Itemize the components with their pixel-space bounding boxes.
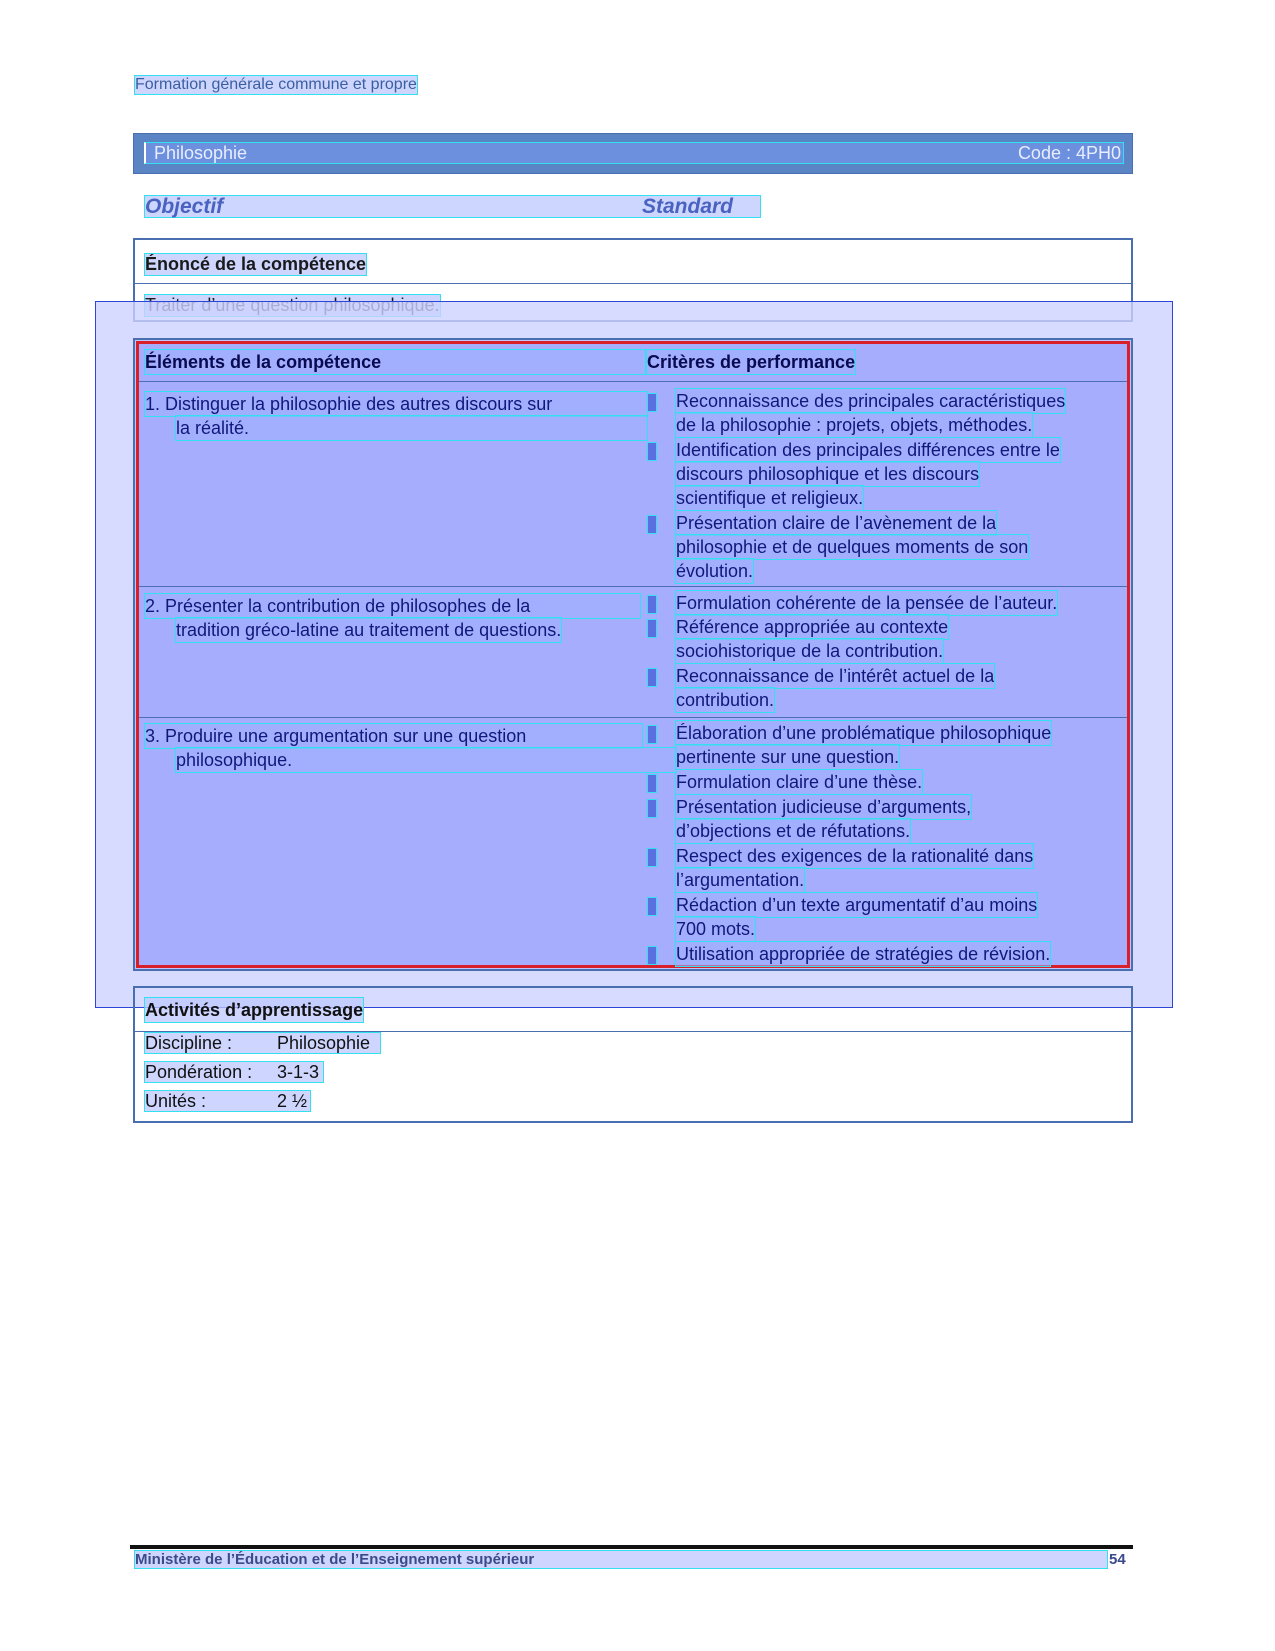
footer-page-number: 54 — [1109, 1551, 1126, 1568]
footer-rule — [130, 1545, 1133, 1549]
criterion-3-1-line-2: pertinente sur une question. — [676, 747, 900, 767]
course-name: Philosophie — [154, 142, 248, 163]
element-3-line-1: 3. Produire une argumentation sur une question — [145, 724, 642, 748]
bullet-icon — [648, 620, 656, 637]
bullet-icon — [648, 775, 656, 792]
course-code: Code : 4PH0 — [1017, 142, 1121, 163]
criterion-2-2-line-2: sociohistorique de la contribution. — [676, 641, 944, 661]
bullet-icon — [648, 726, 656, 743]
element-2-line-1: 2. Présenter la contribution de philosophes de la — [145, 594, 640, 618]
header-criteres: Critères de performance — [647, 352, 856, 372]
criterion-3-1-line-1: Élaboration d’une problématique philosophique — [676, 723, 1052, 743]
activites-title: Activités d’apprentissage — [145, 1000, 364, 1020]
bullet-icon — [648, 849, 656, 866]
bullet-icon — [648, 516, 656, 533]
bullet-icon — [648, 898, 656, 915]
standard-label: Standard — [642, 195, 734, 218]
element-3-line-2: philosophique. — [176, 748, 676, 772]
page-header-caption: Formation générale commune et propre — [135, 76, 417, 93]
criterion-3-6-line-1: Utilisation appropriée de stratégies de révision. — [676, 944, 1051, 964]
bullet-icon — [648, 947, 656, 964]
bullet-icon — [648, 800, 656, 817]
element-2-line-2: tradition gréco-latine au traitement de questions. — [176, 620, 562, 640]
unites-label: Unités : — [145, 1091, 207, 1111]
criterion-3-2-line-1: Formulation claire d’une thèse. — [676, 772, 923, 792]
criterion-1-3-line-3: évolution. — [676, 561, 754, 581]
bullet-icon — [648, 669, 656, 686]
ponderation-label: Pondération : — [145, 1062, 253, 1082]
criterion-2-2-line-1: Référence appropriée au contexte — [676, 617, 949, 637]
element-1-line-2: la réalité. — [176, 416, 647, 440]
criterion-1-3-line-2: philosophie et de quelques moments de son — [676, 537, 1029, 557]
criterion-3-5-line-1: Rédaction d’un texte argumentatif d’au moins — [676, 895, 1038, 915]
footer-ministry: Ministère de l’Éducation et de l’Enseignement supérieur — [135, 1551, 1107, 1568]
criterion-3-4-line-1: Respect des exigences de la rationalité dans — [676, 846, 1034, 866]
criterion-3-4-line-2: l’argumentation. — [676, 870, 805, 890]
bullet-icon — [648, 596, 656, 613]
criterion-1-3-line-1: Présentation claire de l’avènement de la — [676, 513, 997, 533]
criterion-1-1-line-2: de la philosophie : projets, objets, méthodes. — [676, 415, 1033, 435]
criterion-2-3-line-1: Reconnaissance de l’intérêt actuel de la — [676, 666, 995, 686]
criterion-3-3-line-2: d’objections et de réfutations. — [676, 821, 911, 841]
criterion-1-2-line-3: scientifique et religieux. — [676, 488, 864, 508]
header-elements: Éléments de la compétence — [145, 350, 645, 374]
objective-label: Objectif — [145, 195, 224, 218]
ponderation-value: 3-1-3 — [277, 1062, 320, 1082]
enonce-title: Énoncé de la compétence — [145, 254, 367, 274]
criterion-2-1-line-1: Formulation cohérente de la pensée de l’auteur. — [676, 593, 1058, 613]
course-title-bar — [133, 133, 1133, 174]
discipline-label: Discipline : — [145, 1033, 233, 1053]
criterion-1-2-line-2: discours philosophique et les discours — [676, 464, 980, 484]
discipline-value: Philosophie — [277, 1033, 371, 1053]
bullet-icon — [648, 394, 656, 411]
criterion-2-3-line-2: contribution. — [676, 690, 775, 710]
element-1-line-1: 1. Distinguer la philosophie des autres discours sur — [145, 392, 647, 416]
unites-value: 2 ½ — [277, 1091, 308, 1111]
criterion-3-3-line-1: Présentation judicieuse d’arguments, — [676, 797, 972, 817]
bullet-icon — [648, 443, 656, 460]
criterion-1-1-line-1: Reconnaissance des principales caractéristiques — [676, 391, 1066, 411]
objective-standard-row — [145, 196, 760, 217]
criterion-3-5-line-2: 700 mots. — [676, 919, 756, 939]
criterion-1-2-line-1: Identification des principales différences entre le — [676, 440, 1060, 460]
